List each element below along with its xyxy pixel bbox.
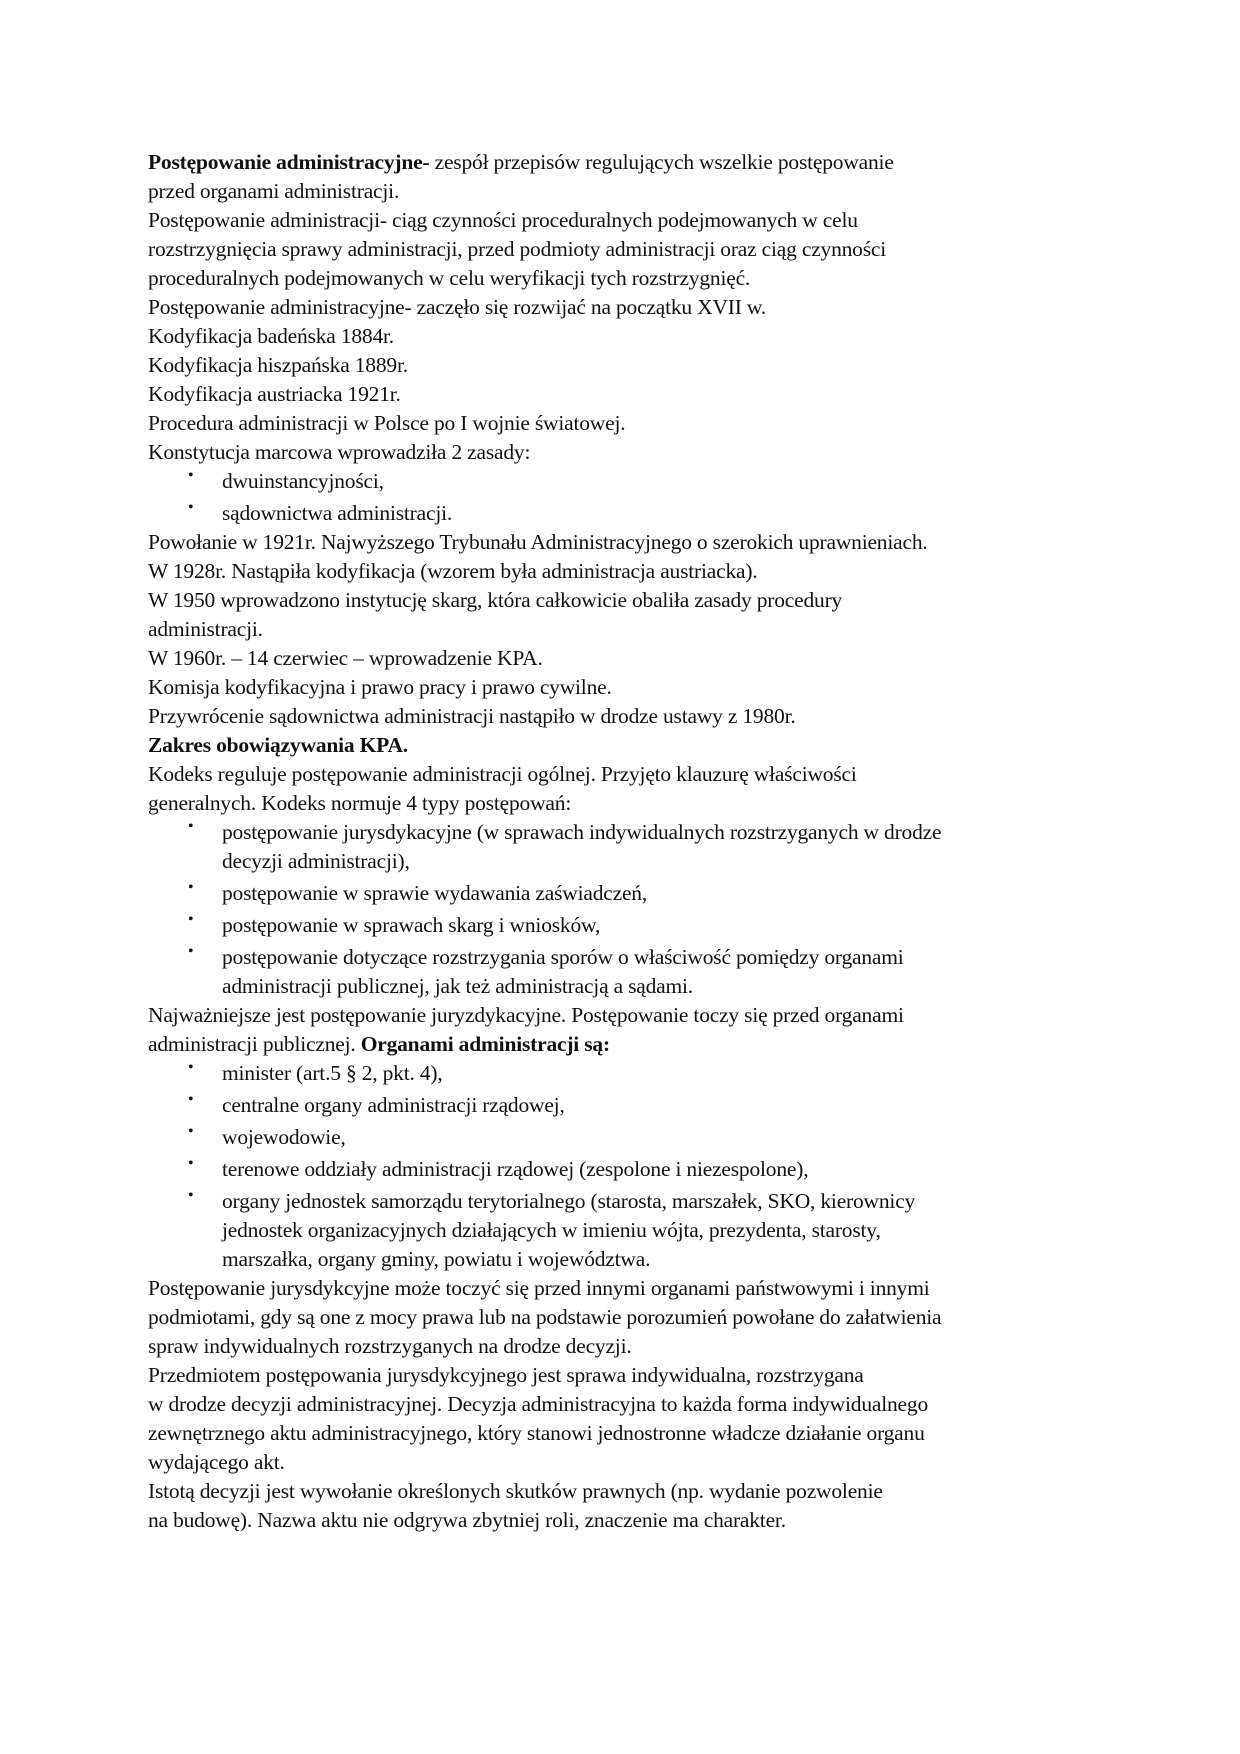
text-line xyxy=(148,1303,1108,1332)
bullet-icon: • xyxy=(188,1091,194,1108)
text: spraw indywidualnych rozstrzyganych na drodze decyzji. xyxy=(148,1334,632,1358)
bold-text: Organami administracji są: xyxy=(360,1032,610,1056)
text: Istotą decyzji jest wywołanie określonych skutków prawnych (np. wydanie pozwolenie xyxy=(148,1479,883,1503)
text-line xyxy=(222,1091,1108,1120)
bullet-icon: • xyxy=(188,818,194,835)
text-line xyxy=(222,1187,1108,1216)
text: Kodyfikacja hiszpańska 1889r. xyxy=(148,353,408,377)
text: administracji. xyxy=(148,617,263,641)
text-line xyxy=(148,438,1108,467)
paragraph xyxy=(148,528,1108,818)
text: rozstrzygnięcia sprawy administracji, przed podmioty administracji oraz ciąg czynności xyxy=(148,237,887,261)
bullet-icon: • xyxy=(188,943,194,960)
text-line xyxy=(148,322,1108,351)
text: terenowe oddziały administracji rządowej (zespolone i niezespolone), xyxy=(222,1157,809,1181)
text-line xyxy=(148,1477,1108,1506)
text-line xyxy=(148,1030,1108,1059)
text-line xyxy=(222,467,1108,496)
bold-text: Postępowanie administracyjne- xyxy=(148,150,430,174)
text-line xyxy=(148,1390,1108,1419)
text-line xyxy=(148,586,1108,615)
text: postępowanie dotyczące rozstrzygania sporów o właściwość pomiędzy organami xyxy=(222,945,904,969)
text-line xyxy=(148,1448,1108,1477)
bullet-list-item xyxy=(148,1187,1108,1274)
text-line xyxy=(222,1155,1108,1184)
text-line xyxy=(222,879,1108,908)
text: Konstytucja marcowa wprowadziła 2 zasady: xyxy=(148,440,531,464)
bullet-icon: • xyxy=(188,879,194,896)
text-line xyxy=(148,1001,1108,1030)
text: minister (art.5 § 2, pkt. 4), xyxy=(222,1061,443,1085)
text-line xyxy=(148,760,1108,789)
text: Przywrócenie sądownictwa administracji nastąpiło w drodze ustawy z 1980r. xyxy=(148,704,796,728)
bullet-icon: • xyxy=(188,1155,194,1172)
text-line xyxy=(148,1506,1108,1535)
text: zespół przepisów regulujących wszelkie postępowanie xyxy=(429,150,894,174)
text: postępowanie w sprawie wydawania zaświadczeń, xyxy=(222,881,648,905)
text: W 1928r. Nastąpiła kodyfikacja (wzorem była administracja austriacka). xyxy=(148,559,758,583)
paragraph xyxy=(148,1274,1108,1535)
bullet-list-item xyxy=(148,911,1108,940)
text: Procedura administracji w Polsce po I wojnie światowej. xyxy=(148,411,626,435)
text-line xyxy=(148,206,1108,235)
document-page xyxy=(148,148,1108,1535)
text-line xyxy=(148,1332,1108,1361)
text: wydającego akt. xyxy=(148,1450,285,1474)
text-line xyxy=(222,1059,1108,1088)
text-line xyxy=(148,148,1108,177)
text-line xyxy=(222,847,1108,876)
text-line xyxy=(148,351,1108,380)
text: centralne organy administracji rządowej, xyxy=(222,1093,565,1117)
text: Najważniejsze jest postępowanie juryzdykacyjne. Postępowanie toczy się przed organami xyxy=(148,1003,904,1027)
bullet-list-item xyxy=(148,879,1108,908)
text-line xyxy=(148,789,1108,818)
text-line xyxy=(148,1274,1108,1303)
text-line xyxy=(148,235,1108,264)
text-line xyxy=(222,499,1108,528)
text-line xyxy=(148,177,1108,206)
text-line xyxy=(148,409,1108,438)
text: administracji publicznej, jak też administracją a sądami. xyxy=(222,974,693,998)
bullet-list-item xyxy=(148,818,1108,876)
text-line xyxy=(222,818,1108,847)
text-line xyxy=(148,557,1108,586)
text: marszałka, organy gminy, powiatu i województwa. xyxy=(222,1247,651,1271)
paragraph xyxy=(148,1001,1108,1059)
text: sądownictwa administracji. xyxy=(222,501,453,525)
text-line xyxy=(148,615,1108,644)
text: administracji publicznej. xyxy=(148,1032,361,1056)
text: dwuinstancyjności, xyxy=(222,469,384,493)
bullet-list-item xyxy=(148,1059,1108,1088)
text-line xyxy=(222,1123,1108,1152)
text: postępowanie w sprawach skarg i wniosków, xyxy=(222,913,601,937)
text: Powołanie w 1921r. Najwyższego Trybunału Administracyjnego o szerokich uprawnieniach. xyxy=(148,530,928,554)
text: w drodze decyzji administracyjnej. Decyzja administracyjna to każda forma indywidualnego xyxy=(148,1392,928,1416)
text: Postępowanie administracyjne- zaczęło się rozwijać na początku XVII w. xyxy=(148,295,767,319)
text-line xyxy=(222,1216,1108,1245)
text: jednostek organizacyjnych działających w imieniu wójta, prezydenta, starosty, xyxy=(222,1218,881,1242)
text: W 1960r. – 14 czerwiec – wprowadzenie KPA. xyxy=(148,646,543,670)
bullet-icon: • xyxy=(188,1187,194,1204)
text: postępowanie jurysdykacyjne (w sprawach indywidualnych rozstrzyganych w drodze xyxy=(222,820,942,844)
text: Kodyfikacja austriacka 1921r. xyxy=(148,382,401,406)
text-line xyxy=(148,1419,1108,1448)
text-line xyxy=(148,1361,1108,1390)
text: podmiotami, gdy są one z mocy prawa lub na podstawie porozumień powołane do załatwienia xyxy=(148,1305,942,1329)
bullet-icon: • xyxy=(188,1123,194,1140)
bullet-list-item xyxy=(148,467,1108,496)
text-line xyxy=(148,702,1108,731)
text-line xyxy=(222,943,1108,972)
text-line xyxy=(148,528,1108,557)
bullet-list-item xyxy=(148,1123,1108,1152)
text: przed organami administracji. xyxy=(148,179,400,203)
text-line xyxy=(148,380,1108,409)
text: wojewodowie, xyxy=(222,1125,346,1149)
text: Przedmiotem postępowania jurysdykcyjnego jest sprawa indywidualna, rozstrzygana xyxy=(148,1363,864,1387)
text-line xyxy=(148,673,1108,702)
text: Kodeks reguluje postępowanie administracji ogólnej. Przyjęto klauzurę właściwości xyxy=(148,762,857,786)
paragraph xyxy=(148,148,1108,467)
bullet-icon: • xyxy=(188,1059,194,1076)
text: generalnych. Kodeks normuje 4 typy postępowań: xyxy=(148,791,572,815)
text-line xyxy=(222,972,1108,1001)
text: na budowę). Nazwa aktu nie odgrywa zbytniej roli, znaczenie ma charakter. xyxy=(148,1508,786,1532)
bullet-list-item xyxy=(148,499,1108,528)
text: organy jednostek samorządu terytorialnego (starosta, marszałek, SKO, kierownicy xyxy=(222,1189,916,1213)
text: proceduralnych podejmowanych w celu weryfikacji tych rozstrzygnięć. xyxy=(148,266,751,290)
text: W 1950 wprowadzono instytucję skarg, która całkowicie obaliła zasady procedury xyxy=(148,588,843,612)
text-line xyxy=(148,644,1108,673)
text: Postępowanie administracji- ciąg czynności proceduralnych podejmowanych w celu xyxy=(148,208,858,232)
bullet-icon: • xyxy=(188,467,194,484)
text-line xyxy=(222,1245,1108,1274)
text: zewnętrznego aktu administracyjnego, który stanowi jednostronne władcze działanie organu xyxy=(148,1421,925,1445)
bold-text: Zakres obowiązywania KPA. xyxy=(148,733,408,757)
text: decyzji administracji), xyxy=(222,849,410,873)
bullet-icon: • xyxy=(188,911,194,928)
text-line xyxy=(148,293,1108,322)
text-line xyxy=(148,731,1108,760)
bullet-list-item xyxy=(148,1091,1108,1120)
bullet-list-item xyxy=(148,1155,1108,1184)
bullet-icon: • xyxy=(188,499,194,516)
bullet-list-item xyxy=(148,943,1108,1001)
text: Kodyfikacja badeńska 1884r. xyxy=(148,324,394,348)
text: Komisja kodyfikacyjna i prawo pracy i prawo cywilne. xyxy=(148,675,612,699)
text: Postępowanie jurysdykcyjne może toczyć się przed innymi organami państwowymi i innymi xyxy=(148,1276,930,1300)
text-line xyxy=(222,911,1108,940)
text-line xyxy=(148,264,1108,293)
